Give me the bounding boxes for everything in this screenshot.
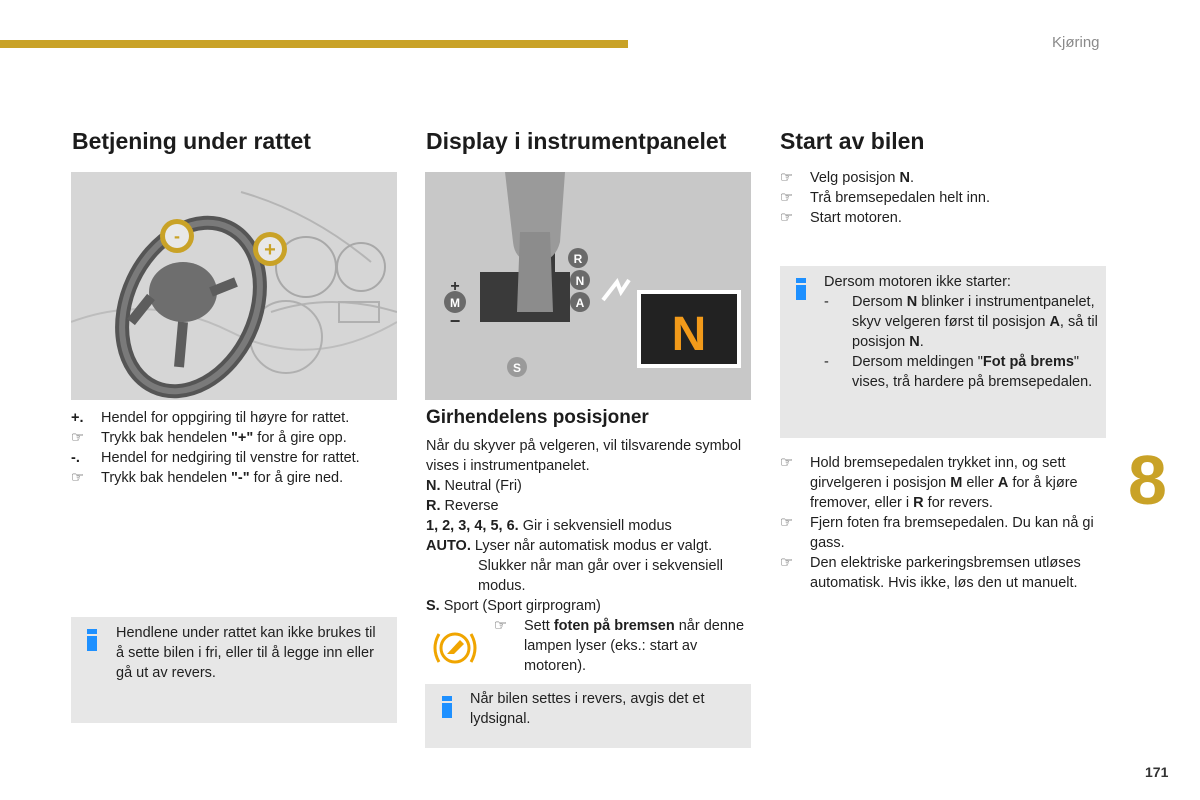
list-item: R. Reverse (426, 498, 499, 514)
gear-m-label: M (450, 296, 460, 310)
gear-plus-label: + (450, 278, 460, 295)
list-item: ☞ Trykk bak hendelen "+" for å gire opp. (71, 430, 347, 446)
brake-instruction: ☞ Sett foten på bremsen når denne lampen lyser (eks.: start av motoren). (494, 618, 745, 674)
paddle-instructions (71, 408, 401, 488)
list-item: ☞ Start motoren. (780, 210, 902, 226)
page-number: 171 (1145, 764, 1169, 780)
list-item: ☞ Trykk bak hendelen "-" for å gire ned. (71, 470, 344, 486)
col1-info-text: Hendlene under rattet kan ikke brukes til å sette bilen i fri, eller til å legge inn eller gå ut av revers. (116, 625, 376, 681)
brake-foot-warning-icon (430, 628, 480, 668)
list-item: ☞ Den elektriske parkeringsbremsen utløses automatisk. Hvis ikke, løs den ut manuelt. (780, 555, 1081, 591)
header-accent-bar (0, 40, 628, 48)
list-item: ☞ Velg posisjon N. (780, 170, 914, 186)
list-item: S. Sport (Sport girprogram) (426, 598, 601, 614)
col1-info-box (71, 617, 397, 723)
col3-info-text: Dersom motoren ikke starter: - Dersom N blinker i instrumentpanelet, skyv velgeren først til posisjon A, så til posisjon N. - Dersom meldingen "Fot på brems" vises, trå hardere på bremsepedalen. (824, 272, 1100, 392)
gear-r-label: R (573, 252, 583, 266)
chapter-number: 8 (1128, 441, 1167, 519)
hand-pointer-icon: ☞ (780, 210, 793, 226)
gear-positions (426, 436, 746, 616)
hand-pointer-icon: ☞ (71, 470, 84, 486)
paddle-plus-label: + (264, 239, 276, 261)
hand-pointer-icon: ☞ (780, 455, 793, 471)
section-title: Kjøring (1052, 34, 1100, 51)
paddle-minus-label: - (174, 226, 180, 246)
list-item: N. Neutral (Fri) (426, 478, 522, 494)
after-start-steps (780, 453, 1106, 593)
list-item: ☞ Fjern foten fra bremsepedalen. Du kan nå gi gass. (780, 515, 1094, 551)
gear-a-label: A (575, 296, 585, 310)
info-icon (87, 629, 97, 651)
hand-pointer-icon: ☞ (780, 170, 793, 186)
info-icon (442, 696, 452, 718)
gear-selector-illustration (425, 172, 751, 400)
list-item: AUTO. Lyser når automatisk modus er valgt. (426, 538, 713, 554)
steering-wheel-illustration (71, 172, 397, 400)
list-item: +. Hendel for oppgiring til høyre for rattet. (71, 410, 350, 426)
list-item-continuation: Slukker når man går over i sekvensiell modus. (478, 558, 723, 594)
gear-s-label: S (512, 361, 522, 375)
list-item: ☞ Hold bremsepedalen trykket inn, og sett girvelgeren i posisjon M eller A for å kjøre fremover, eller i R for revers. (780, 455, 1078, 511)
hand-pointer-icon: ☞ (780, 190, 793, 206)
gear-n-label: N (575, 274, 585, 288)
col2-heading: Display i instrumentpanelet (426, 128, 727, 154)
col1-heading: Betjening under rattet (72, 128, 311, 154)
list-item: - Dersom meldingen "Fot på brems" vises, trå hardere på bremsepedalen. (824, 354, 1093, 390)
hand-pointer-icon: ☞ (71, 430, 84, 446)
start-steps (780, 168, 1106, 228)
col3-heading: Start av bilen (780, 128, 925, 154)
gear-intro: Når du skyver på velgeren, vil tilsvarende symbol vises i instrumentpanelet. (426, 438, 742, 474)
hand-pointer-icon: ☞ (494, 618, 507, 634)
hand-pointer-icon: ☞ (780, 515, 793, 531)
col2-info-text: Når bilen settes i revers, avgis det et lydsignal. (470, 691, 705, 727)
display-gear-indicator: N (671, 308, 707, 361)
gear-minus-label: − (449, 311, 461, 331)
list-item: - Dersom N blinker i instrumentpanelet, skyv velgeren først til posisjon A, så til posisjon N. (824, 294, 1098, 350)
hand-pointer-icon: ☞ (780, 555, 793, 571)
list-item: ☞ Trå bremsepedalen helt inn. (780, 190, 991, 206)
list-item: -. Hendel for nedgiring til venstre for rattet. (71, 450, 360, 466)
list-item: 1, 2, 3, 4, 5, 6. Gir i sekvensiell modus (426, 518, 672, 534)
col3-info-box (780, 266, 1106, 438)
col2-info-box (425, 684, 751, 748)
col2-subheading: Girhendelens posisjoner (426, 407, 649, 428)
info-icon (796, 278, 806, 300)
